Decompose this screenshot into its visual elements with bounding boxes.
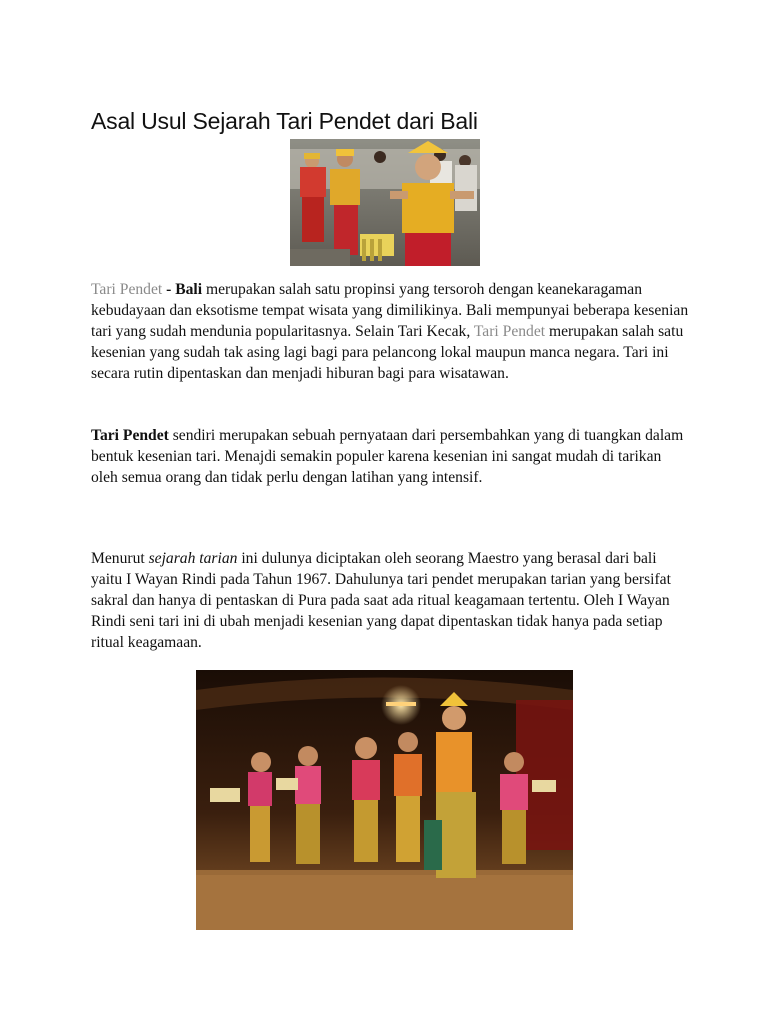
link-tari-pendet-2[interactable]: Tari Pendet [473, 323, 546, 340]
page-title: Asal Usul Sejarah Tari Pendet dari Bali [91, 108, 478, 134]
bold-tari-pendet: Tari Pendet [91, 427, 169, 444]
paragraph-intro-text-a: merupakan salah satu propinsi yang tersoroh dengan keanekaragaman kebudayaan dan eksotisme tempat wisata yang dimilikinya. Bali mempunyai beberapa kesenian tari yang sudah mendunia popularitasnya. Selain Tari Kecak, [91, 281, 689, 340]
paragraph-history [91, 548, 691, 653]
link-tari-pendet[interactable]: Tari Pendet [91, 281, 163, 298]
paragraph-history-text-b: ini dulunya diciptakan oleh seorang Maestro yang berasal dari bali yaitu I Wayan Rindi pada Tahun 1967. Dahulunya tari pendet merupakan tarian yang bersifat sakral dan hanya di pentaskan di Pura pada saat ada ritual keagamaan tertentu. Oleh I Wayan Rindi seni tari ini di ubah menjadi kesenian yang dapat dipentaskan tidak hanya pada setiap ritual keagamaan. [91, 550, 671, 651]
paragraph-definition [91, 425, 691, 488]
pendet-dancers-street-photo [290, 139, 480, 266]
pendet-dancers-stage-photo [196, 670, 573, 930]
italic-sejarah-tarian: sejarah tarian [148, 550, 238, 567]
paragraph-history-text-a: Menurut [91, 550, 149, 567]
paragraph-intro [91, 279, 691, 384]
bold-bali: - Bali [162, 281, 203, 298]
paragraph-intro-text-b: merupakan salah satu kesenian yang sudah tak asing lagi bagi para pelancong lokal maupun manca negara. Tari ini secara rutin dipentaskan dan menjadi hiburan bagi para wisatawan. [91, 323, 684, 382]
paragraph-definition-text: sendiri merupakan sebuah pernyataan dari persembahkan yang di tuangkan dalam bentuk kesenian tari. Menajdi semakin populer karena kesenian ini sangat mudah di tarikan oleh semua orang dan tidak perlu dengan latihan yang intensif. [91, 427, 684, 486]
